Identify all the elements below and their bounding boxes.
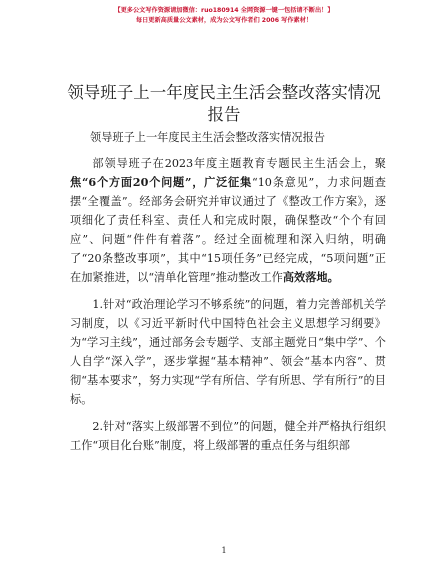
intro-bold-2: 高效落地。 <box>282 270 339 284</box>
paragraph-intro <box>70 154 386 287</box>
paragraph-item-2: 2.针对“落实上级部署不到位”的问题，健全并严格执行组织工作“项目化台账”制度，将上级部署的重点任务与组织部 <box>70 420 386 452</box>
document-subtitle: 领导班子上一年度民主生活会整改落实情况报告 <box>90 131 325 144</box>
intro-text-1: 部领导班子在2023年度主题教育专题民主生活会上，聚 <box>92 157 386 170</box>
document-body <box>70 154 386 455</box>
paragraph-item-1: 1.针对“政治理论学习不够系统”的问题，着力完善部机关学习制度，以《习近平新时代中国特色社会主义思想学习纲要》为“学习主线”，通过部务会专题学、支部主题党日“集中学”、个人自学“深入学”，逐步掌握“基本精神”、领会“基本内容”、贯彻“基本要求”，努力实现“学有所信、学有所思、学有所行”的目标。 <box>70 298 386 406</box>
banner-line-1: 【更多公文写作资源请加微信：ruo180914 全网资源一键一包括请不断出！】 <box>114 7 334 14</box>
intro-text-2: “10条意见”，力求问题查摆“全覆盖”。经部务会研究并审议通过了《整改工作方案》，逐项细化了责任科室、责任人和完成时限，确保整改“个个有回应”、问题“件件有着落”。经过全面梳理和深入归纳，明确了“20条整改事项”，其中“15项任务”已经完成，“5项问题”正在加紧推进，以“清单化管理”推动整改工作 <box>70 176 386 284</box>
intro-bold-1: 焦“6个方面20个问题”，广泛征集 <box>70 175 252 189</box>
page-number: 1 <box>221 546 227 555</box>
document-title: 领导班子上一年度民主生活会整改落实情况报告 <box>67 83 381 124</box>
banner-line-2: 每日更新高质量公文素材，成为公文写作者们 2006 写作素材！ <box>135 17 313 24</box>
promo-banner <box>0 6 448 26</box>
